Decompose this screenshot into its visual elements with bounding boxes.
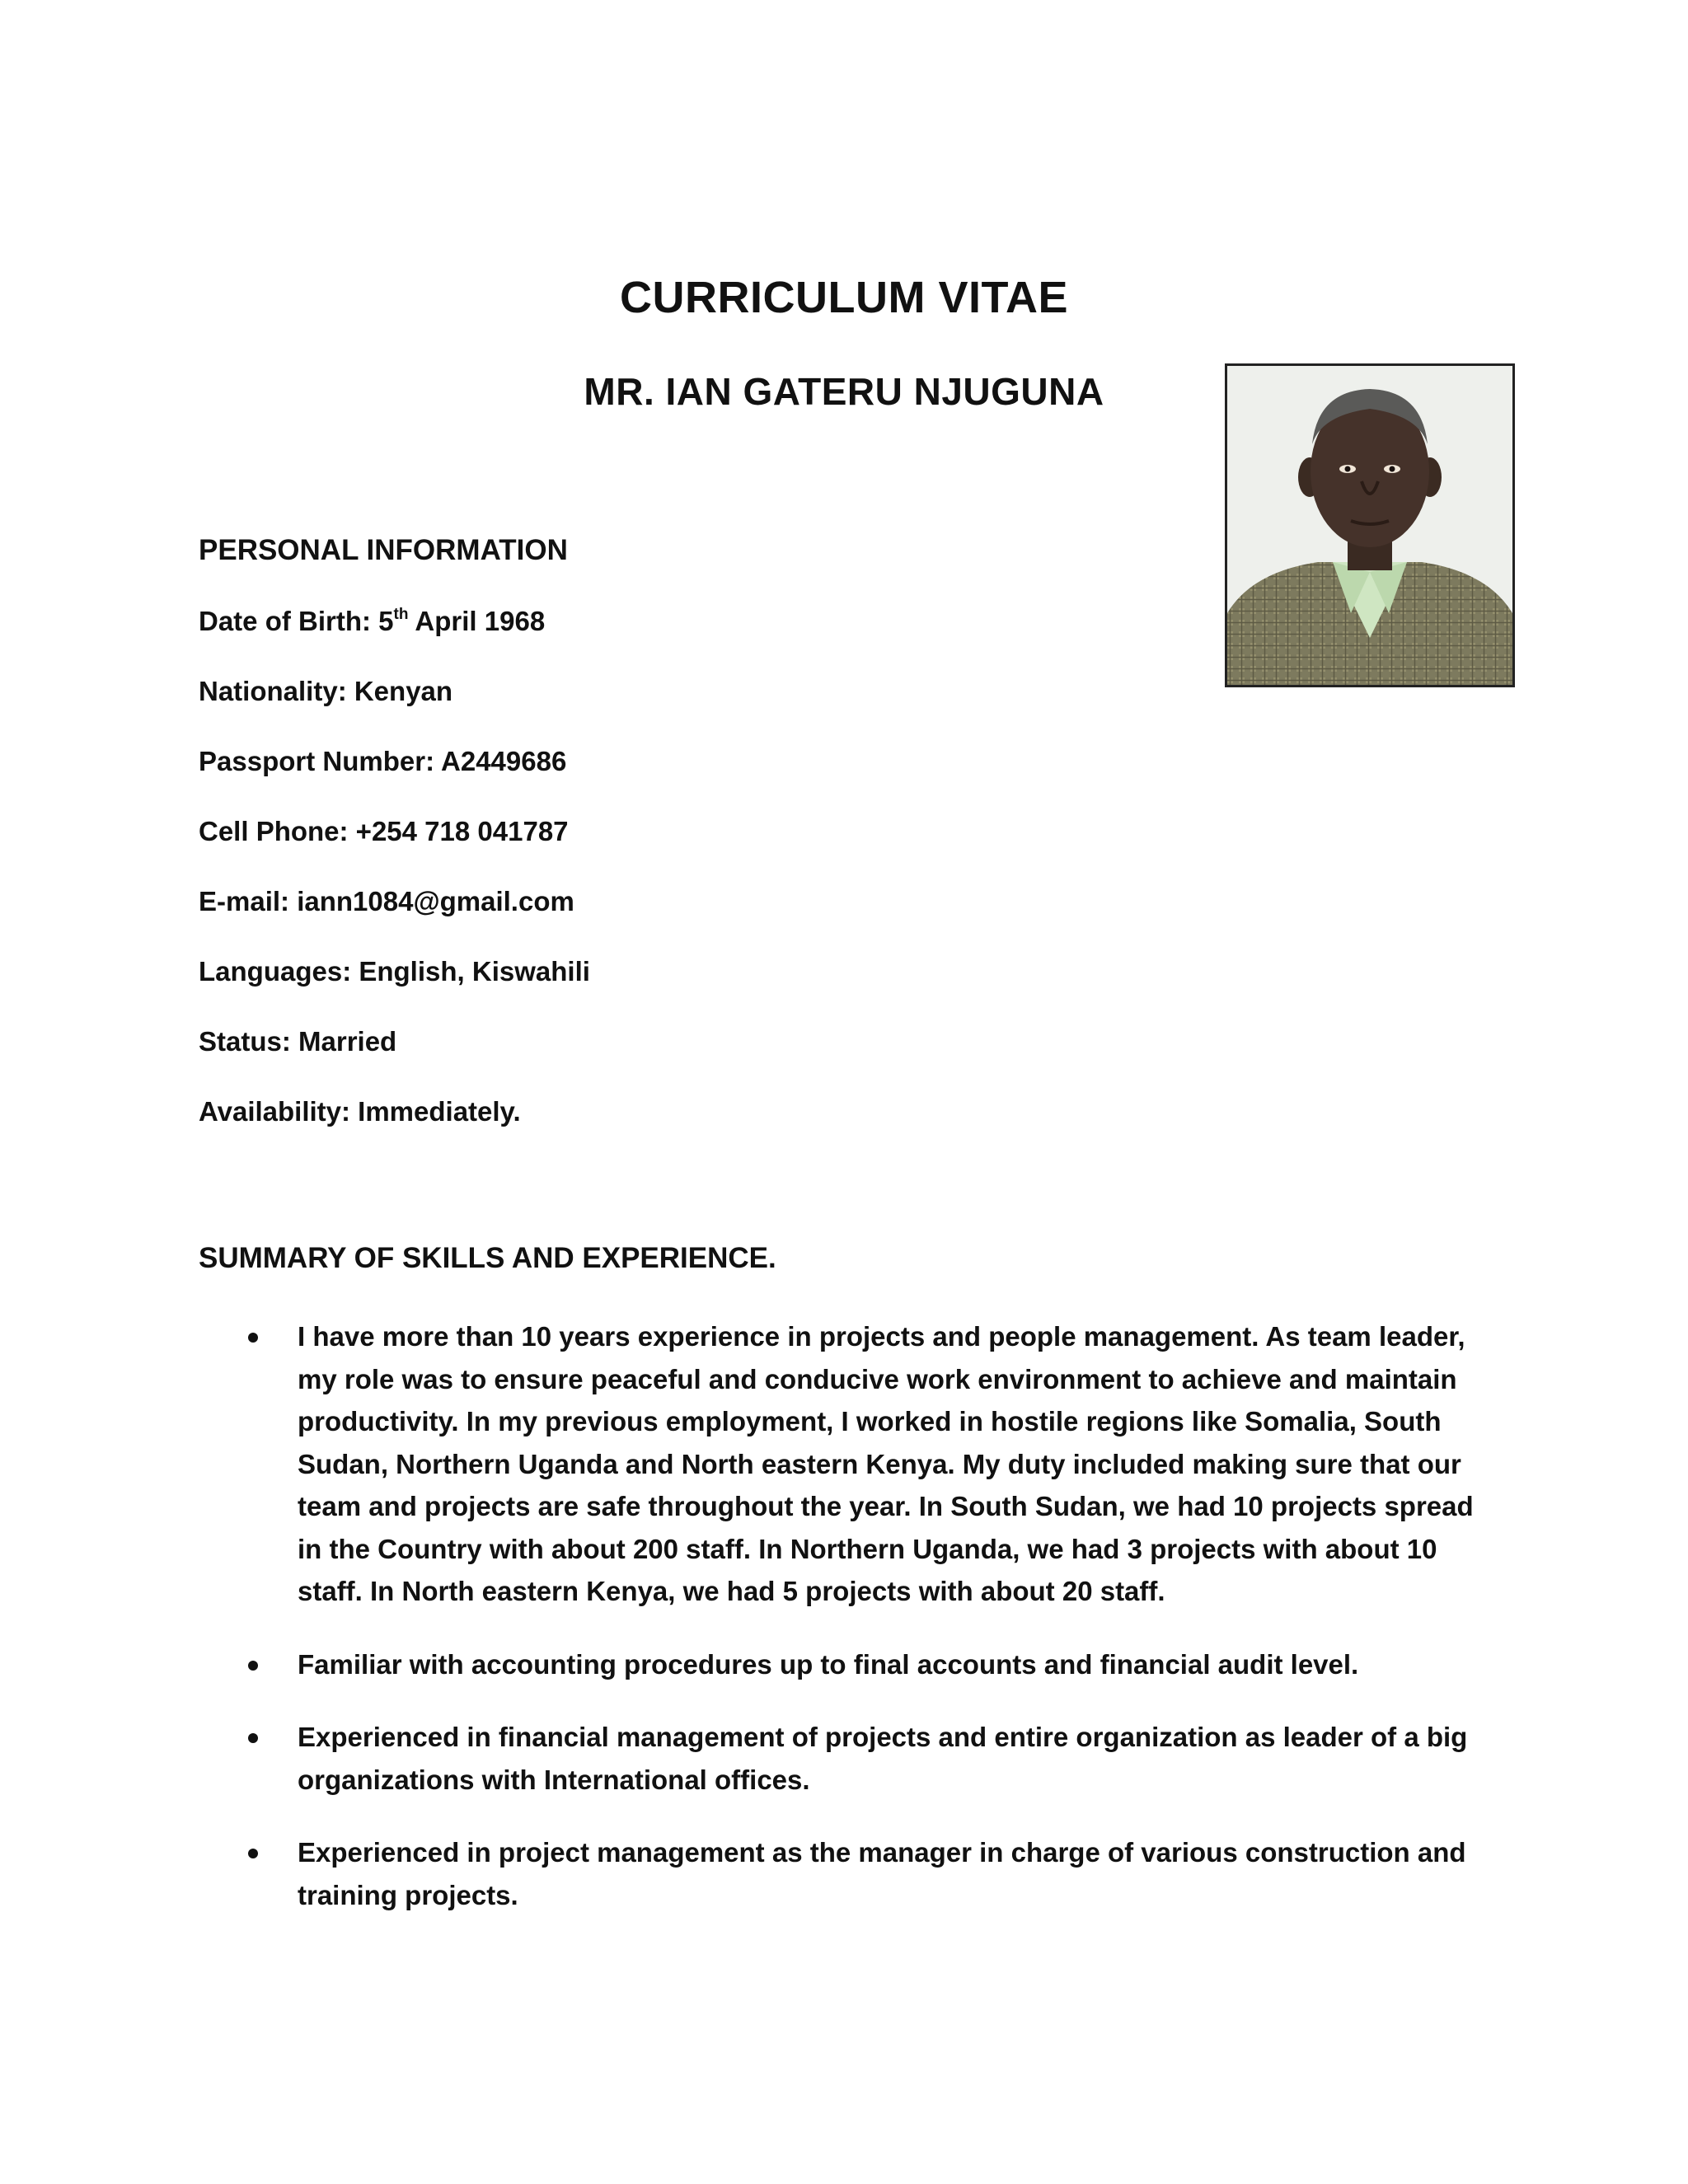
list-item <box>199 1831 1484 1916</box>
list-item-text: Experienced in financial management of projects and entire organization as leader of a big organizations with International offices. <box>298 1722 1468 1795</box>
date-of-birth <box>199 606 545 637</box>
availability: Availability: Immediately. <box>199 1096 521 1127</box>
list-item <box>199 1643 1484 1686</box>
bullet-icon <box>248 1733 258 1743</box>
dob-day: 5 <box>378 606 394 636</box>
bullet-icon <box>248 1661 258 1671</box>
email: E-mail: iann1084@gmail.com <box>199 886 574 916</box>
passport-number: Passport Number: A2449686 <box>199 746 567 776</box>
personal-info-heading: PERSONAL INFORMATION <box>199 534 568 566</box>
profile-photo <box>1225 363 1515 687</box>
list-item <box>199 1315 1484 1613</box>
dob-label: Date of Birth: <box>199 606 371 636</box>
dob-suffix: th <box>393 606 409 623</box>
person-portrait-icon <box>1227 366 1512 685</box>
candidate-name: MR. IAN GATERU NJUGUNA <box>584 370 1104 413</box>
skills-list <box>199 1315 1484 1947</box>
marital-status: Status: Married <box>199 1026 397 1057</box>
list-item-text: I have more than 10 years experience in projects and people management. As team leader, my role was to ensure peaceful and conducive work environment to achieve and maintain productivity. In my previous employment, I worked in hostile regions like Somalia, South Sudan, Northern Uganda and North eastern Kenya. My duty included making sure that our team and projects are safe throughout the year. In South Sudan, we had 10 projects spread in the Country with about 200 staff. In Northern Uganda, we had 3 projects with about 10 staff. In North eastern Kenya, we had 5 projects with about 20 staff. <box>298 1321 1474 1606</box>
list-item-text: Experienced in project management as the manager in charge of various construction and training projects. <box>298 1837 1466 1910</box>
cell-phone: Cell Phone: +254 718 041787 <box>199 816 569 846</box>
nationality: Nationality: Kenyan <box>199 676 453 706</box>
languages: Languages: English, Kiswahili <box>199 956 590 987</box>
bullet-icon <box>248 1333 258 1343</box>
list-item <box>199 1716 1484 1801</box>
bullet-icon <box>248 1849 258 1858</box>
document-title: CURRICULUM VITAE <box>620 273 1068 322</box>
list-item-text: Familiar with accounting procedures up to final accounts and financial audit level. <box>298 1648 1359 1680</box>
dob-rest: April 1968 <box>415 606 546 636</box>
summary-heading: SUMMARY OF SKILLS AND EXPERIENCE. <box>199 1242 776 1274</box>
